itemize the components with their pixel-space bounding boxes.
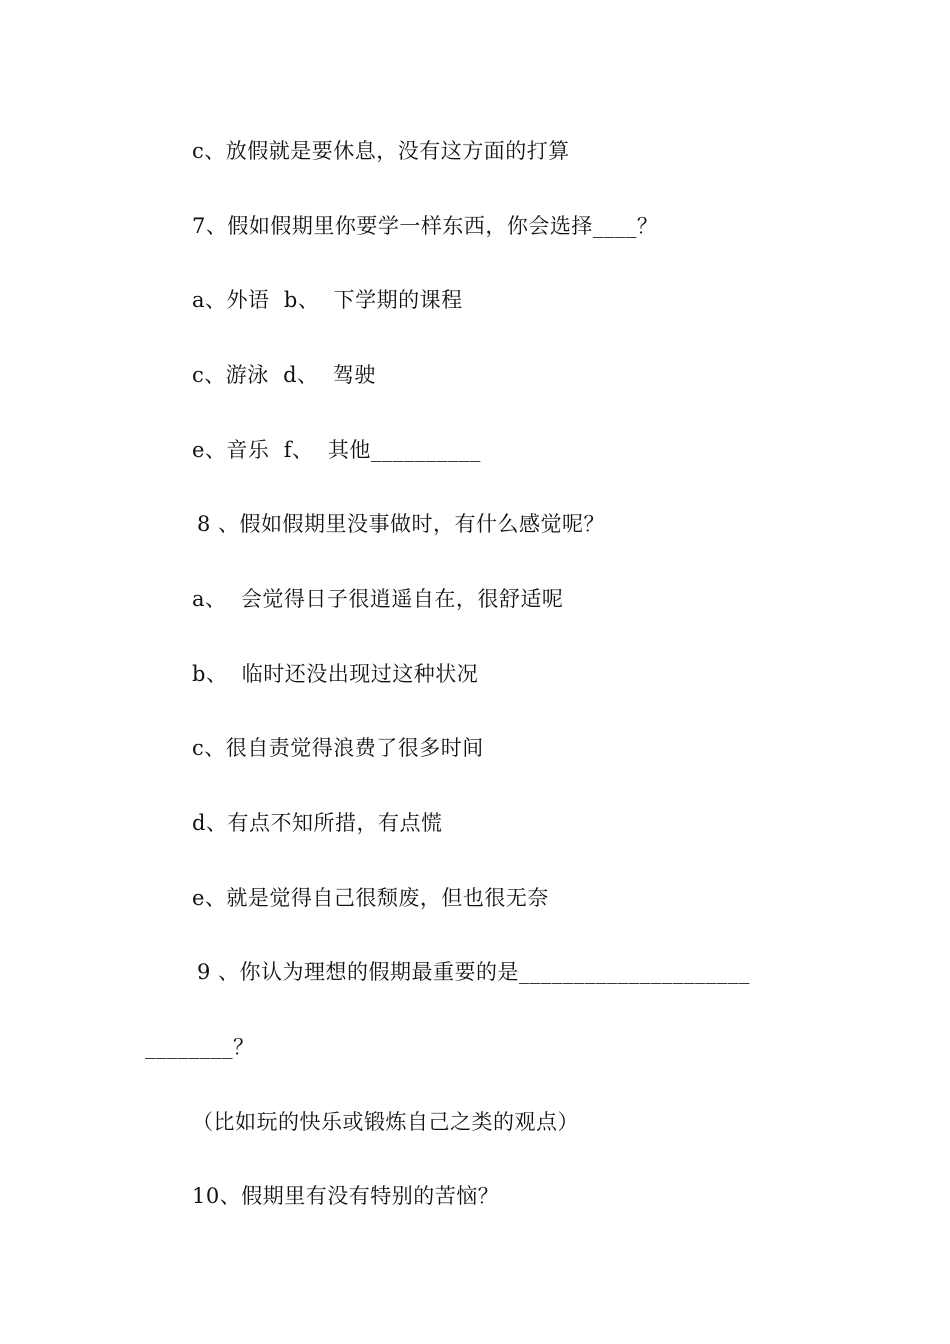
options-a-b: a、外语 b、 下学期的课程 <box>192 288 463 312</box>
question-9-continued: ________？ <box>145 1035 255 1059</box>
option-c-rest: c、放假就是要休息，没有这方面的打算 <box>192 139 570 163</box>
question-10: 10、假期里有没有特别的苦恼？ <box>192 1184 500 1208</box>
option-e-decadent: e、就是觉得自己很颓废，但也很无奈 <box>192 886 549 910</box>
option-b-not-yet: b、 临时还没出现过这种状况 <box>192 662 479 686</box>
option-a-happy: a、 会觉得日子很逍遥自在，很舒适呢 <box>192 587 564 611</box>
question-7: 7、假如假期里你要学一样东西，你会选择____？ <box>192 214 659 238</box>
question-8: 8 、假如假期里没事做时，有什么感觉呢？ <box>197 512 606 536</box>
question-9: 9 、你认为理想的假期最重要的是_____________________ <box>197 960 751 984</box>
question-9-hint: （比如玩的快乐或锻炼自己之类的观点） <box>192 1110 579 1134</box>
option-d-panic: d、有点不知所措，有点慌 <box>192 811 443 835</box>
option-c-guilty: c、很自责觉得浪费了很多时间 <box>192 736 484 760</box>
options-e-f: e、音乐 f、 其他__________ <box>192 438 481 462</box>
options-c-d: c、游泳 d、 驾驶 <box>192 363 376 387</box>
